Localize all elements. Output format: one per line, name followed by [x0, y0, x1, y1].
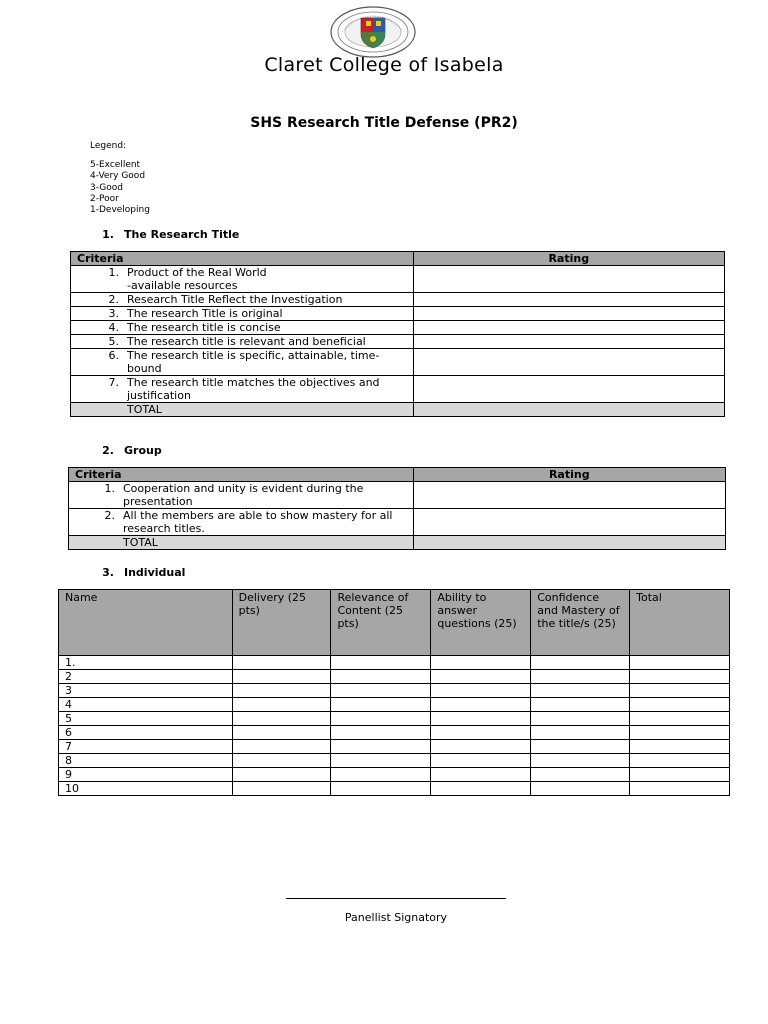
- student-row: [59, 656, 730, 670]
- student-row: [59, 726, 730, 740]
- legend-title: Legend:: [90, 141, 127, 151]
- name-column-header: Name: [59, 590, 233, 656]
- rating-cell[interactable]: [413, 349, 724, 376]
- student-row: [59, 740, 730, 754]
- rating-header: Rating: [413, 252, 724, 266]
- criteria-row: 2. Research Title Reflect the Investigation: [71, 293, 725, 307]
- total-rating-cell[interactable]: [413, 403, 724, 417]
- row-number[interactable]: 3: [59, 684, 233, 698]
- individual-scores-table: [58, 589, 730, 796]
- total-column-header: Total: [630, 590, 730, 656]
- row-number[interactable]: 6: [59, 726, 233, 740]
- criteria-header: Criteria: [71, 252, 414, 266]
- student-row: [59, 754, 730, 768]
- section-heading: 3. Individual: [102, 566, 186, 579]
- criteria-row: 1. Cooperation and unity is evident during the presentation: [69, 482, 726, 509]
- total-row: [69, 536, 726, 550]
- legend-item: 3-Good: [90, 182, 124, 193]
- group-criteria-table: [68, 467, 726, 550]
- total-rating-cell[interactable]: [413, 536, 725, 550]
- student-row: [59, 698, 730, 712]
- criteria-row: 6. The research title is specific, attainable, time- bound: [71, 349, 725, 376]
- student-row: [59, 782, 730, 796]
- criteria-row: 2. All the members are able to show mastery for all research titles.: [69, 509, 726, 536]
- rating-cell[interactable]: [413, 293, 724, 307]
- confidence-column-header: Confidence and Mastery of the title/s (25): [531, 590, 630, 656]
- criteria-row: 5. The research title is relevant and beneficial: [71, 335, 725, 349]
- rating-cell[interactable]: [413, 266, 724, 293]
- rating-cell[interactable]: [413, 307, 724, 321]
- total-row: [71, 403, 725, 417]
- criteria-row: 1. Product of the Real World -available resources: [71, 266, 725, 293]
- student-row: [59, 670, 730, 684]
- legend-item: 1-Developing: [90, 205, 150, 216]
- row-number[interactable]: 1.: [59, 656, 233, 670]
- criteria-header: Criteria: [69, 468, 414, 482]
- criteria-row: 7. The research title matches the objectives and justification: [71, 376, 725, 403]
- row-number[interactable]: 5: [59, 712, 233, 726]
- total-label: TOTAL: [127, 403, 162, 416]
- student-row: [59, 768, 730, 782]
- student-row: [59, 684, 730, 698]
- row-number[interactable]: 10: [59, 782, 233, 796]
- signature-label: Panellist Signatory: [344, 911, 448, 924]
- row-number[interactable]: 8: [59, 754, 233, 768]
- legend-item: 4-Very Good: [90, 171, 146, 182]
- document-title: SHS Research Title Defense (PR2): [250, 115, 518, 131]
- criteria-row: 4. The research title is concise: [71, 321, 725, 335]
- legend: [90, 141, 150, 216]
- section-heading: 1. The Research Title: [102, 228, 240, 241]
- relevance-column-header: Relevance of Content (25 pts): [331, 590, 431, 656]
- student-row: [59, 712, 730, 726]
- row-number[interactable]: 4: [59, 698, 233, 712]
- table-header-row: [71, 252, 725, 266]
- college-seal-logo: [330, 6, 416, 58]
- legend-item: 2-Poor: [90, 193, 119, 204]
- research-title-criteria-table: [70, 251, 725, 417]
- rating-cell[interactable]: [413, 335, 724, 349]
- rating-cell[interactable]: [413, 321, 724, 335]
- school-name: Claret College of Isabela: [264, 54, 504, 76]
- rating-cell[interactable]: [413, 376, 724, 403]
- section-heading: 2. Group: [102, 444, 162, 457]
- criteria-row: 3. The research Title is original: [71, 307, 725, 321]
- table-header-row: [69, 468, 726, 482]
- rating-header: Rating: [413, 468, 725, 482]
- row-number[interactable]: 2: [59, 670, 233, 684]
- legend-item: 5-Excellent: [90, 160, 141, 171]
- total-label: TOTAL: [123, 536, 158, 549]
- rating-cell[interactable]: [413, 482, 725, 509]
- row-number[interactable]: 7: [59, 740, 233, 754]
- row-number[interactable]: 9: [59, 768, 233, 782]
- table-header-row: [59, 590, 730, 656]
- rating-cell[interactable]: [413, 509, 725, 536]
- delivery-column-header: Delivery (25 pts): [232, 590, 331, 656]
- ability-column-header: Ability to answer questions (25): [431, 590, 531, 656]
- signature-line[interactable]: [286, 898, 506, 899]
